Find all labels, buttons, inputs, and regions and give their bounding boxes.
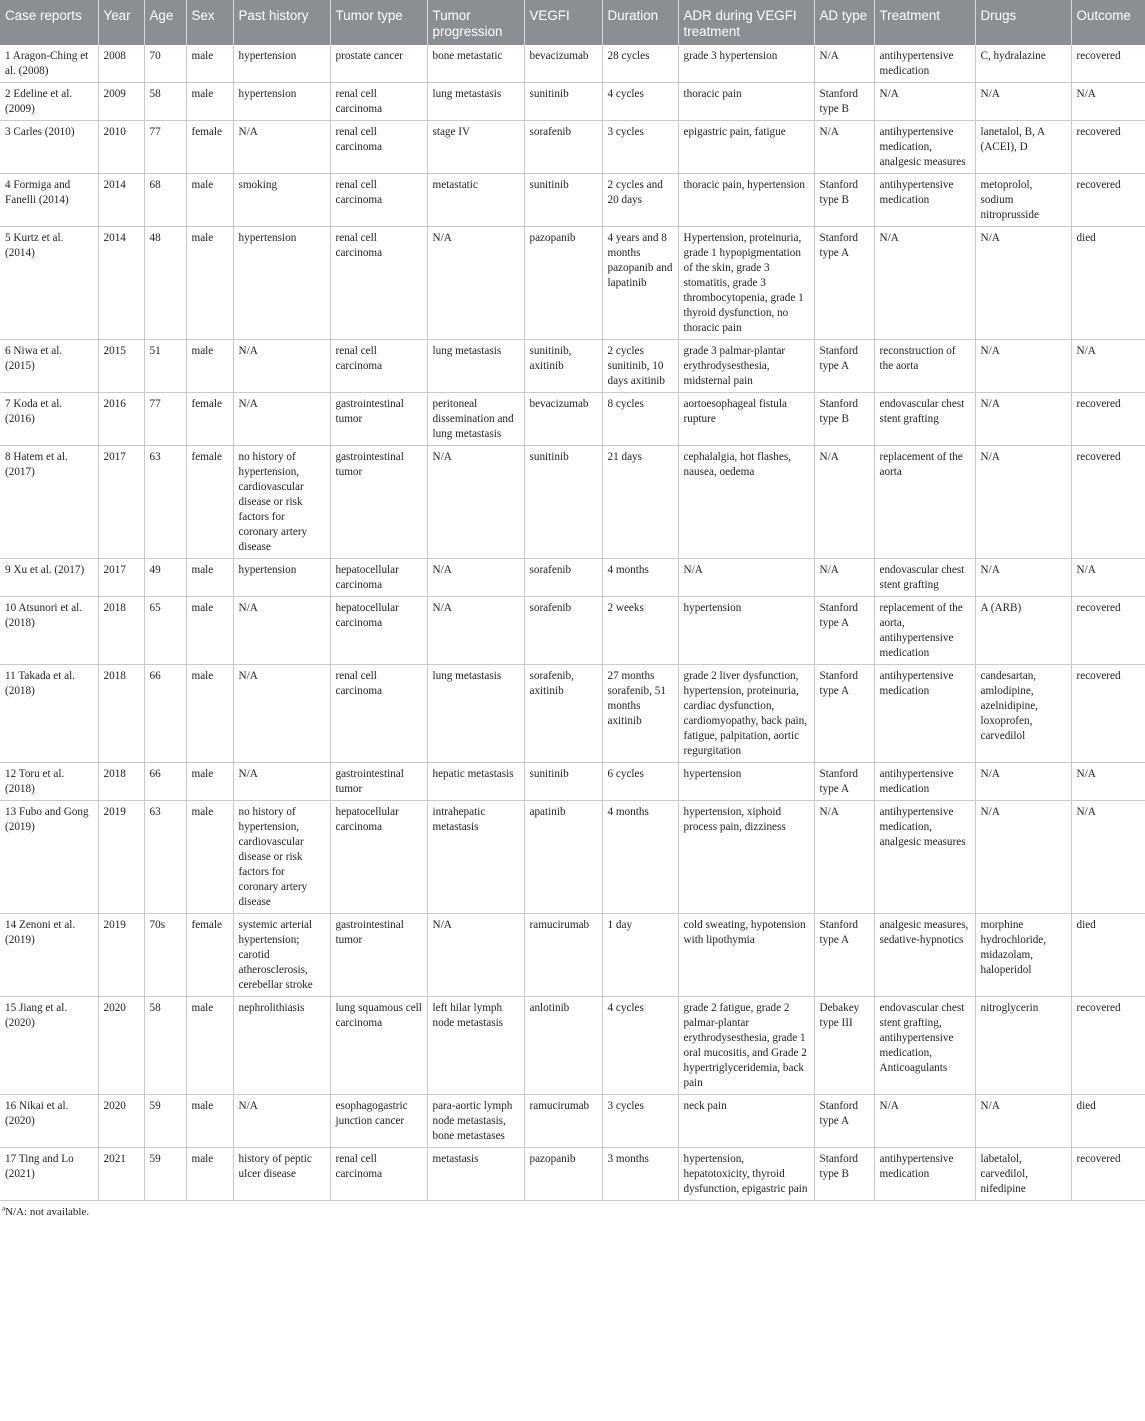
ad-type-cell: N/A <box>814 446 874 559</box>
case-report-cell: 2 Edeline et al. (2009) <box>0 83 98 121</box>
age-cell: 70 <box>144 45 186 83</box>
case-report-cell: 13 Fubo and Gong (2019) <box>0 801 98 914</box>
case-report-cell: 10 Atsunori et al. (2018) <box>0 597 98 665</box>
ad-type-cell: Stanford type A <box>814 1095 874 1148</box>
past-history-cell: hypertension <box>233 559 330 597</box>
duration-cell: 4 months <box>602 801 678 914</box>
table-row <box>0 45 1145 83</box>
tumor-type-cell: renal cell carcinoma <box>330 83 427 121</box>
case-report-cell: 3 Carles (2010) <box>0 121 98 174</box>
case-report-cell: 5 Kurtz et al. (2014) <box>0 227 98 340</box>
table-row <box>0 1148 1145 1201</box>
sex-cell: female <box>186 121 233 174</box>
table-row <box>0 340 1145 393</box>
year-cell: 2014 <box>98 227 144 340</box>
case-report-cell: 15 Jiang et al. (2020) <box>0 997 98 1095</box>
sex-cell: male <box>186 665 233 763</box>
tumor-type-cell: gastrointestinal tumor <box>330 914 427 997</box>
drugs-cell: N/A <box>975 763 1071 801</box>
vegfi-cell: ramucirumab <box>524 1095 602 1148</box>
drugs-cell: N/A <box>975 227 1071 340</box>
ad-type-cell: Debakey type III <box>814 997 874 1095</box>
treatment-cell: analgesic measures, sedative-hypnotics <box>874 914 975 997</box>
vegfi-cell: anlotinib <box>524 997 602 1095</box>
outcome-cell: N/A <box>1071 340 1145 393</box>
table-row <box>0 393 1145 446</box>
treatment-cell: antihypertensive medication <box>874 1148 975 1201</box>
age-cell: 51 <box>144 340 186 393</box>
year-cell: 2020 <box>98 997 144 1095</box>
age-cell: 63 <box>144 446 186 559</box>
tumor-type-cell: gastrointestinal tumor <box>330 446 427 559</box>
treatment-cell: replacement of the aorta, antihypertensive medication <box>874 597 975 665</box>
tumor-type-cell: lung squamous cell carcinoma <box>330 997 427 1095</box>
tumor-type-cell: renal cell carcinoma <box>330 1148 427 1201</box>
header-duration: Duration <box>602 0 678 45</box>
past-history-cell: hypertension <box>233 227 330 340</box>
table-row <box>0 763 1145 801</box>
sex-cell: male <box>186 801 233 914</box>
treatment-cell: antihypertensive medication, analgesic measures <box>874 801 975 914</box>
vegfi-cell: sorafenib, axitinib <box>524 665 602 763</box>
past-history-cell: N/A <box>233 121 330 174</box>
duration-cell: 6 cycles <box>602 763 678 801</box>
tumor-type-cell: esophagogastric junction cancer <box>330 1095 427 1148</box>
duration-cell: 27 months sorafenib, 51 months axitinib <box>602 665 678 763</box>
past-history-cell: N/A <box>233 597 330 665</box>
age-cell: 59 <box>144 1095 186 1148</box>
case-report-cell: 6 Niwa et al. (2015) <box>0 340 98 393</box>
outcome-cell: recovered <box>1071 597 1145 665</box>
adr-cell: epigastric pain, fatigue <box>678 121 814 174</box>
treatment-cell: endovascular chest stent grafting <box>874 559 975 597</box>
vegfi-cell: pazopanib <box>524 227 602 340</box>
drugs-cell: labetalol, carvedilol, nifedipine <box>975 1148 1071 1201</box>
sex-cell: male <box>186 340 233 393</box>
tumor-progression-cell: left hilar lymph node metastasis <box>427 997 524 1095</box>
header-vegfi: VEGFI <box>524 0 602 45</box>
case-report-cell: 8 Hatem et al. (2017) <box>0 446 98 559</box>
outcome-cell: N/A <box>1071 559 1145 597</box>
case-report-cell: 1 Aragon-Ching et al. (2008) <box>0 45 98 83</box>
past-history-cell: systemic arterial hypertension; carotid atherosclerosis, cerebellar stroke <box>233 914 330 997</box>
header-outcome: Outcome <box>1071 0 1145 45</box>
vegfi-cell: sunitinib <box>524 763 602 801</box>
age-cell: 48 <box>144 227 186 340</box>
table-row <box>0 559 1145 597</box>
vegfi-cell: sorafenib <box>524 121 602 174</box>
year-cell: 2018 <box>98 597 144 665</box>
tumor-progression-cell: N/A <box>427 597 524 665</box>
drugs-cell: metoprolol, sodium nitroprusside <box>975 174 1071 227</box>
table-row <box>0 997 1145 1095</box>
drugs-cell: N/A <box>975 446 1071 559</box>
adr-cell: grade 3 palmar-plantar erythrodysesthesia, midsternal pain <box>678 340 814 393</box>
drugs-cell: candesartan, amlodipine, azelnidipine, loxoprofen, carvedilol <box>975 665 1071 763</box>
ad-type-cell: Stanford type B <box>814 393 874 446</box>
footnote-text: N/A: not available. <box>5 1206 90 1218</box>
sex-cell: male <box>186 45 233 83</box>
ad-type-cell: Stanford type A <box>814 914 874 997</box>
sex-cell: male <box>186 227 233 340</box>
sex-cell: male <box>186 597 233 665</box>
treatment-cell: antihypertensive medication <box>874 174 975 227</box>
adr-cell: Hypertension, proteinuria, grade 1 hypopigmentation of the skin, grade 3 stomatitis, grade 3 thrombocytopenia, grade 1 thyroid dysfunction, no thoracic pain <box>678 227 814 340</box>
treatment-cell: endovascular chest stent grafting, antihypertensive medication, Anticoagulants <box>874 997 975 1095</box>
adr-cell: grade 2 fatigue, grade 2 palmar-plantar erythrodysesthesia, grade 1 oral mucositis, and Grade 2 hypertriglyceridemia, back pain <box>678 997 814 1095</box>
outcome-cell: recovered <box>1071 446 1145 559</box>
ad-type-cell: N/A <box>814 45 874 83</box>
duration-cell: 28 cycles <box>602 45 678 83</box>
year-cell: 2019 <box>98 914 144 997</box>
adr-cell: cephalalgia, hot flashes, nausea, oedema <box>678 446 814 559</box>
adr-cell: cold sweating, hypotension with lipothymia <box>678 914 814 997</box>
year-cell: 2015 <box>98 340 144 393</box>
vegfi-cell: sunitinib, axitinib <box>524 340 602 393</box>
age-cell: 68 <box>144 174 186 227</box>
tumor-type-cell: gastrointestinal tumor <box>330 763 427 801</box>
drugs-cell: N/A <box>975 83 1071 121</box>
adr-cell: grade 3 hypertension <box>678 45 814 83</box>
age-cell: 63 <box>144 801 186 914</box>
adr-cell: neck pain <box>678 1095 814 1148</box>
duration-cell: 8 cycles <box>602 393 678 446</box>
drugs-cell: N/A <box>975 801 1071 914</box>
table-row <box>0 665 1145 763</box>
year-cell: 2008 <box>98 45 144 83</box>
treatment-cell: antihypertensive medication <box>874 763 975 801</box>
header-past-history: Past history <box>233 0 330 45</box>
tumor-type-cell: renal cell carcinoma <box>330 174 427 227</box>
past-history-cell: N/A <box>233 763 330 801</box>
outcome-cell: recovered <box>1071 45 1145 83</box>
sex-cell: female <box>186 446 233 559</box>
header-drugs: Drugs <box>975 0 1071 45</box>
vegfi-cell: sorafenib <box>524 559 602 597</box>
header-tumor-progression: Tumor progression <box>427 0 524 45</box>
outcome-cell: recovered <box>1071 1148 1145 1201</box>
table-row <box>0 121 1145 174</box>
year-cell: 2018 <box>98 763 144 801</box>
vegfi-cell: sunitinib <box>524 83 602 121</box>
header-year: Year <box>98 0 144 45</box>
tumor-progression-cell: N/A <box>427 446 524 559</box>
sex-cell: female <box>186 393 233 446</box>
drugs-cell: C, hydralazine <box>975 45 1071 83</box>
year-cell: 2010 <box>98 121 144 174</box>
duration-cell: 4 cycles <box>602 997 678 1095</box>
drugs-cell: N/A <box>975 340 1071 393</box>
tumor-type-cell: renal cell carcinoma <box>330 340 427 393</box>
table-row <box>0 174 1145 227</box>
case-report-cell: 17 Ting and Lo (2021) <box>0 1148 98 1201</box>
ad-type-cell: Stanford type A <box>814 665 874 763</box>
age-cell: 66 <box>144 763 186 801</box>
outcome-cell: recovered <box>1071 121 1145 174</box>
vegfi-cell: ramucirumab <box>524 914 602 997</box>
duration-cell: 3 cycles <box>602 1095 678 1148</box>
sex-cell: male <box>186 83 233 121</box>
drugs-cell: morphine hydrochloride, midazolam, haloperidol <box>975 914 1071 997</box>
drugs-cell: nitroglycerin <box>975 997 1071 1095</box>
duration-cell: 21 days <box>602 446 678 559</box>
case-report-cell: 12 Toru et al. (2018) <box>0 763 98 801</box>
year-cell: 2020 <box>98 1095 144 1148</box>
header-treatment: Treatment <box>874 0 975 45</box>
past-history-cell: N/A <box>233 393 330 446</box>
treatment-cell: replacement of the aorta <box>874 446 975 559</box>
tumor-type-cell: renal cell carcinoma <box>330 227 427 340</box>
outcome-cell: N/A <box>1071 801 1145 914</box>
age-cell: 49 <box>144 559 186 597</box>
header-tumor-type: Tumor type <box>330 0 427 45</box>
year-cell: 2014 <box>98 174 144 227</box>
treatment-cell: antihypertensive medication <box>874 665 975 763</box>
table-row <box>0 83 1145 121</box>
duration-cell: 4 months <box>602 559 678 597</box>
outcome-cell: N/A <box>1071 763 1145 801</box>
ad-type-cell: N/A <box>814 121 874 174</box>
duration-cell: 2 cycles sunitinib, 10 days axitinib <box>602 340 678 393</box>
vegfi-cell: bevacizumab <box>524 393 602 446</box>
age-cell: 58 <box>144 997 186 1095</box>
case-report-cell: 4 Formiga and Fanelli (2014) <box>0 174 98 227</box>
sex-cell: male <box>186 1095 233 1148</box>
tumor-progression-cell: stage IV <box>427 121 524 174</box>
vegfi-cell: apatinib <box>524 801 602 914</box>
header-age: Age <box>144 0 186 45</box>
table-header-row <box>0 0 1145 45</box>
outcome-cell: recovered <box>1071 174 1145 227</box>
outcome-cell: died <box>1071 1095 1145 1148</box>
adr-cell: grade 2 liver dysfunction, hypertension, proteinuria, cardiac dysfunction, cardiomyopathy, back pain, fatigue, palpitation, aortic regurgitation <box>678 665 814 763</box>
footnote-marker: a <box>2 1204 6 1213</box>
case-report-cell: 7 Koda et al. (2016) <box>0 393 98 446</box>
age-cell: 65 <box>144 597 186 665</box>
drugs-cell: N/A <box>975 393 1071 446</box>
duration-cell: 2 cycles and 20 days <box>602 174 678 227</box>
drugs-cell: lanetalol, B, A (ACEI), D <box>975 121 1071 174</box>
tumor-progression-cell: lung metastasis <box>427 340 524 393</box>
past-history-cell: no history of hypertension, cardiovascular disease or risk factors for coronary artery disease <box>233 801 330 914</box>
table-row <box>0 801 1145 914</box>
adr-cell: N/A <box>678 559 814 597</box>
past-history-cell: N/A <box>233 665 330 763</box>
duration-cell: 3 cycles <box>602 121 678 174</box>
vegfi-cell: sorafenib <box>524 597 602 665</box>
ad-type-cell: Stanford type B <box>814 83 874 121</box>
year-cell: 2009 <box>98 83 144 121</box>
vegfi-cell: pazopanib <box>524 1148 602 1201</box>
tumor-type-cell: hepatocellular carcinoma <box>330 801 427 914</box>
table-row <box>0 1095 1145 1148</box>
past-history-cell: no history of hypertension, cardiovascular disease or risk factors for coronary artery disease <box>233 446 330 559</box>
treatment-cell: reconstruction of the aorta <box>874 340 975 393</box>
tumor-progression-cell: N/A <box>427 227 524 340</box>
treatment-cell: antihypertensive medication <box>874 45 975 83</box>
year-cell: 2019 <box>98 801 144 914</box>
year-cell: 2021 <box>98 1148 144 1201</box>
ad-type-cell: Stanford type A <box>814 340 874 393</box>
age-cell: 59 <box>144 1148 186 1201</box>
tumor-type-cell: prostate cancer <box>330 45 427 83</box>
ad-type-cell: Stanford type A <box>814 763 874 801</box>
tumor-type-cell: hepatocellular carcinoma <box>330 597 427 665</box>
ad-type-cell: N/A <box>814 559 874 597</box>
duration-cell: 1 day <box>602 914 678 997</box>
tumor-progression-cell: intrahepatic metastasis <box>427 801 524 914</box>
tumor-type-cell: renal cell carcinoma <box>330 121 427 174</box>
tumor-progression-cell: bone metastatic <box>427 45 524 83</box>
vegfi-cell: bevacizumab <box>524 45 602 83</box>
vegfi-cell: sunitinib <box>524 174 602 227</box>
case-report-cell: 11 Takada et al. (2018) <box>0 665 98 763</box>
tumor-progression-cell: para-aortic lymph node metastasis, bone metastases <box>427 1095 524 1148</box>
drugs-cell: N/A <box>975 559 1071 597</box>
header-sex: Sex <box>186 0 233 45</box>
sex-cell: female <box>186 914 233 997</box>
adr-cell: aortoesophageal fistula rupture <box>678 393 814 446</box>
table-row <box>0 227 1145 340</box>
past-history-cell: hypertension <box>233 83 330 121</box>
table-body <box>0 45 1145 1201</box>
past-history-cell: smoking <box>233 174 330 227</box>
tumor-type-cell: renal cell carcinoma <box>330 665 427 763</box>
outcome-cell: N/A <box>1071 83 1145 121</box>
tumor-type-cell: hepatocellular carcinoma <box>330 559 427 597</box>
ad-type-cell: Stanford type A <box>814 597 874 665</box>
age-cell: 77 <box>144 393 186 446</box>
sex-cell: male <box>186 174 233 227</box>
tumor-progression-cell: metastatic <box>427 174 524 227</box>
tumor-progression-cell: N/A <box>427 559 524 597</box>
header-adr: ADR during VEGFI treatment <box>678 0 814 45</box>
year-cell: 2017 <box>98 559 144 597</box>
year-cell: 2017 <box>98 446 144 559</box>
past-history-cell: nephrolithiasis <box>233 997 330 1095</box>
table-row <box>0 597 1145 665</box>
vegfi-cell: sunitinib <box>524 446 602 559</box>
adr-cell: hypertension <box>678 763 814 801</box>
sex-cell: male <box>186 763 233 801</box>
header-case-reports: Case reports <box>0 0 98 45</box>
case-report-cell: 9 Xu et al. (2017) <box>0 559 98 597</box>
past-history-cell: N/A <box>233 340 330 393</box>
treatment-cell: N/A <box>874 227 975 340</box>
table-row <box>0 446 1145 559</box>
past-history-cell: hypertension <box>233 45 330 83</box>
year-cell: 2018 <box>98 665 144 763</box>
tumor-progression-cell: lung metastasis <box>427 83 524 121</box>
duration-cell: 3 months <box>602 1148 678 1201</box>
age-cell: 77 <box>144 121 186 174</box>
tumor-progression-cell: hepatic metastasis <box>427 763 524 801</box>
adr-cell: hypertension, xiphoid process pain, dizziness <box>678 801 814 914</box>
past-history-cell: N/A <box>233 1095 330 1148</box>
drugs-cell: N/A <box>975 1095 1071 1148</box>
duration-cell: 4 cycles <box>602 83 678 121</box>
case-report-cell: 16 Nikai et al. (2020) <box>0 1095 98 1148</box>
adr-cell: thoracic pain <box>678 83 814 121</box>
tumor-type-cell: gastrointestinal tumor <box>330 393 427 446</box>
header-ad-type: AD type <box>814 0 874 45</box>
adr-cell: hypertension, hepatotoxicity, thyroid dysfunction, epigastric pain <box>678 1148 814 1201</box>
adr-cell: thoracic pain, hypertension <box>678 174 814 227</box>
ad-type-cell: Stanford type B <box>814 174 874 227</box>
treatment-cell: antihypertensive medication, analgesic measures <box>874 121 975 174</box>
age-cell: 66 <box>144 665 186 763</box>
age-cell: 58 <box>144 83 186 121</box>
tumor-progression-cell: lung metastasis <box>427 665 524 763</box>
past-history-cell: history of peptic ulcer disease <box>233 1148 330 1201</box>
age-cell: 70s <box>144 914 186 997</box>
outcome-cell: recovered <box>1071 997 1145 1095</box>
ad-type-cell: N/A <box>814 801 874 914</box>
outcome-cell: died <box>1071 914 1145 997</box>
outcome-cell: recovered <box>1071 665 1145 763</box>
case-report-cell: 14 Zenoni et al. (2019) <box>0 914 98 997</box>
year-cell: 2016 <box>98 393 144 446</box>
table-row <box>0 914 1145 997</box>
drugs-cell: A (ARB) <box>975 597 1071 665</box>
outcome-cell: recovered <box>1071 393 1145 446</box>
sex-cell: male <box>186 1148 233 1201</box>
treatment-cell: endovascular chest stent grafting <box>874 393 975 446</box>
sex-cell: male <box>186 559 233 597</box>
ad-type-cell: Stanford type A <box>814 227 874 340</box>
tumor-progression-cell: N/A <box>427 914 524 997</box>
outcome-cell: died <box>1071 227 1145 340</box>
duration-cell: 4 years and 8 months pazopanib and lapatinib <box>602 227 678 340</box>
adr-cell: hypertension <box>678 597 814 665</box>
treatment-cell: N/A <box>874 83 975 121</box>
tumor-progression-cell: metastasis <box>427 1148 524 1201</box>
sex-cell: male <box>186 997 233 1095</box>
treatment-cell: N/A <box>874 1095 975 1148</box>
ad-type-cell: Stanford type B <box>814 1148 874 1201</box>
tumor-progression-cell: peritoneal dissemination and lung metastasis <box>427 393 524 446</box>
duration-cell: 2 weeks <box>602 597 678 665</box>
table-footnote <box>0 1201 1145 1218</box>
